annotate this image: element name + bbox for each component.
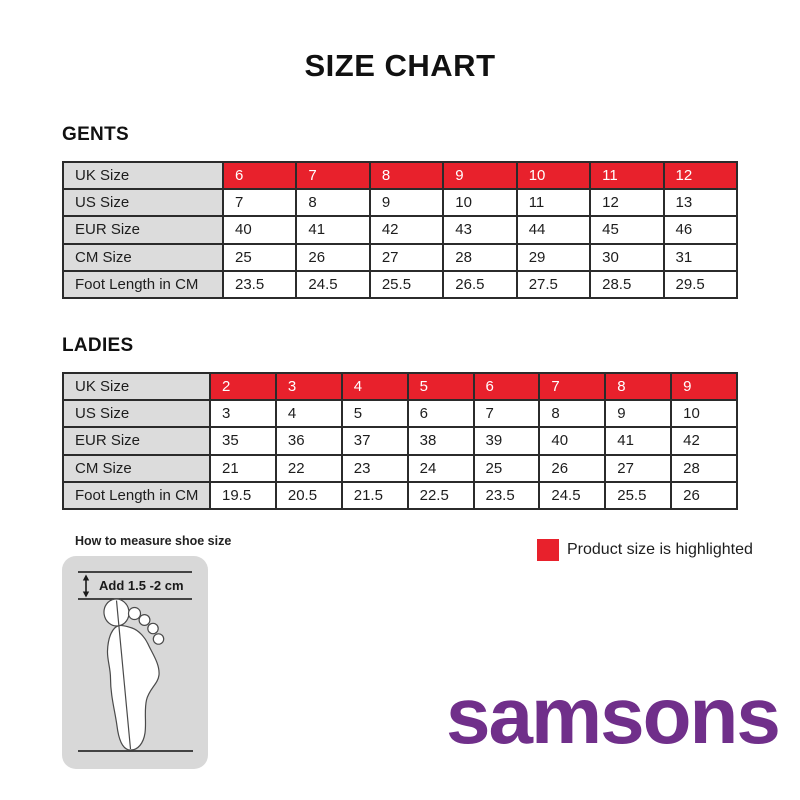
- size-cell: 9: [443, 162, 516, 189]
- measure-guide-title: How to measure shoe size: [75, 534, 232, 548]
- size-cell: 25: [474, 455, 540, 482]
- size-cell: 8: [370, 162, 443, 189]
- size-cell: 28: [671, 455, 737, 482]
- size-cell: 28: [443, 244, 516, 271]
- size-cell: 7: [296, 162, 369, 189]
- size-cell: 12: [590, 189, 663, 216]
- gents-size-table: [62, 161, 738, 299]
- legend-label: Product size is highlighted: [567, 541, 753, 558]
- row-label: UK Size: [63, 162, 223, 189]
- size-cell: 6: [408, 400, 474, 427]
- table-row: [63, 162, 737, 189]
- size-cell: 24.5: [539, 482, 605, 509]
- size-cell: 25.5: [605, 482, 671, 509]
- row-label: UK Size: [63, 373, 210, 400]
- size-cell: 6: [223, 162, 296, 189]
- size-cell: 9: [605, 400, 671, 427]
- row-label: US Size: [63, 400, 210, 427]
- measure-guide-diagram: [62, 556, 208, 769]
- table-row: [63, 427, 737, 454]
- up-down-arrow-icon: [83, 575, 89, 598]
- size-cell: 19.5: [210, 482, 276, 509]
- size-cell: 5: [408, 373, 474, 400]
- size-cell: 9: [370, 189, 443, 216]
- size-cell: 4: [276, 400, 342, 427]
- size-cell: 12: [664, 162, 737, 189]
- size-cell: 20.5: [276, 482, 342, 509]
- size-cell: 23.5: [223, 271, 296, 298]
- size-cell: 10: [443, 189, 516, 216]
- row-label: Foot Length in CM: [63, 271, 223, 298]
- size-cell: 3: [210, 400, 276, 427]
- size-cell: 23: [342, 455, 408, 482]
- size-cell: 7: [474, 400, 540, 427]
- size-cell: 13: [664, 189, 737, 216]
- size-cell: 9: [671, 373, 737, 400]
- size-cell: 23.5: [474, 482, 540, 509]
- size-cell: 8: [539, 400, 605, 427]
- size-cell: 21.5: [342, 482, 408, 509]
- highlight-swatch-icon: [537, 539, 559, 561]
- size-cell: 40: [223, 216, 296, 243]
- size-cell: 30: [590, 244, 663, 271]
- size-cell: 42: [671, 427, 737, 454]
- row-label: Foot Length in CM: [63, 482, 210, 509]
- section-title-ladies: LADIES: [62, 335, 134, 356]
- size-cell: 5: [342, 400, 408, 427]
- size-cell: 28.5: [590, 271, 663, 298]
- size-cell: 7: [223, 189, 296, 216]
- size-cell: 38: [408, 427, 474, 454]
- brand-logo: samsons: [446, 671, 779, 760]
- section-title-gents: GENTS: [62, 124, 129, 145]
- size-cell: 29.5: [664, 271, 737, 298]
- size-cell: 41: [605, 427, 671, 454]
- table-row: [63, 244, 737, 271]
- size-cell: 8: [605, 373, 671, 400]
- size-cell: 22: [276, 455, 342, 482]
- size-cell: 26: [539, 455, 605, 482]
- table-row: [63, 400, 737, 427]
- size-cell: 22.5: [408, 482, 474, 509]
- table-row: [63, 373, 737, 400]
- size-cell: 25.5: [370, 271, 443, 298]
- size-cell: 24: [408, 455, 474, 482]
- size-cell: 35: [210, 427, 276, 454]
- size-cell: 7: [539, 373, 605, 400]
- size-cell: 21: [210, 455, 276, 482]
- size-cell: 11: [517, 189, 590, 216]
- size-cell: 8: [296, 189, 369, 216]
- row-label: US Size: [63, 189, 223, 216]
- row-label: CM Size: [63, 455, 210, 482]
- size-cell: 24.5: [296, 271, 369, 298]
- size-cell: 27: [370, 244, 443, 271]
- size-cell: 11: [590, 162, 663, 189]
- size-cell: 46: [664, 216, 737, 243]
- size-cell: 44: [517, 216, 590, 243]
- size-cell: 6: [474, 373, 540, 400]
- size-cell: 3: [276, 373, 342, 400]
- size-cell: 25: [223, 244, 296, 271]
- size-cell: 29: [517, 244, 590, 271]
- size-cell: 45: [590, 216, 663, 243]
- size-cell: 27.5: [517, 271, 590, 298]
- table-row: [63, 482, 737, 509]
- size-cell: 10: [671, 400, 737, 427]
- size-cell: 39: [474, 427, 540, 454]
- measure-note: Add 1.5 -2 cm: [99, 578, 184, 593]
- row-label: EUR Size: [63, 216, 223, 243]
- size-cell: 10: [517, 162, 590, 189]
- size-cell: 42: [370, 216, 443, 243]
- size-cell: 40: [539, 427, 605, 454]
- table-row: [63, 271, 737, 298]
- size-cell: 26.5: [443, 271, 516, 298]
- size-cell: 26: [296, 244, 369, 271]
- size-cell: 37: [342, 427, 408, 454]
- page-title: SIZE CHART: [304, 48, 496, 83]
- size-cell: 4: [342, 373, 408, 400]
- size-cell: 36: [276, 427, 342, 454]
- size-cell: 26: [671, 482, 737, 509]
- row-label: CM Size: [63, 244, 223, 271]
- ladies-size-table: [62, 372, 738, 510]
- legend: [537, 539, 753, 561]
- table-row: [63, 216, 737, 243]
- size-cell: 43: [443, 216, 516, 243]
- table-row: [63, 189, 737, 216]
- size-cell: 27: [605, 455, 671, 482]
- row-label: EUR Size: [63, 427, 210, 454]
- size-cell: 31: [664, 244, 737, 271]
- size-cell: 41: [296, 216, 369, 243]
- table-row: [63, 455, 737, 482]
- size-cell: 2: [210, 373, 276, 400]
